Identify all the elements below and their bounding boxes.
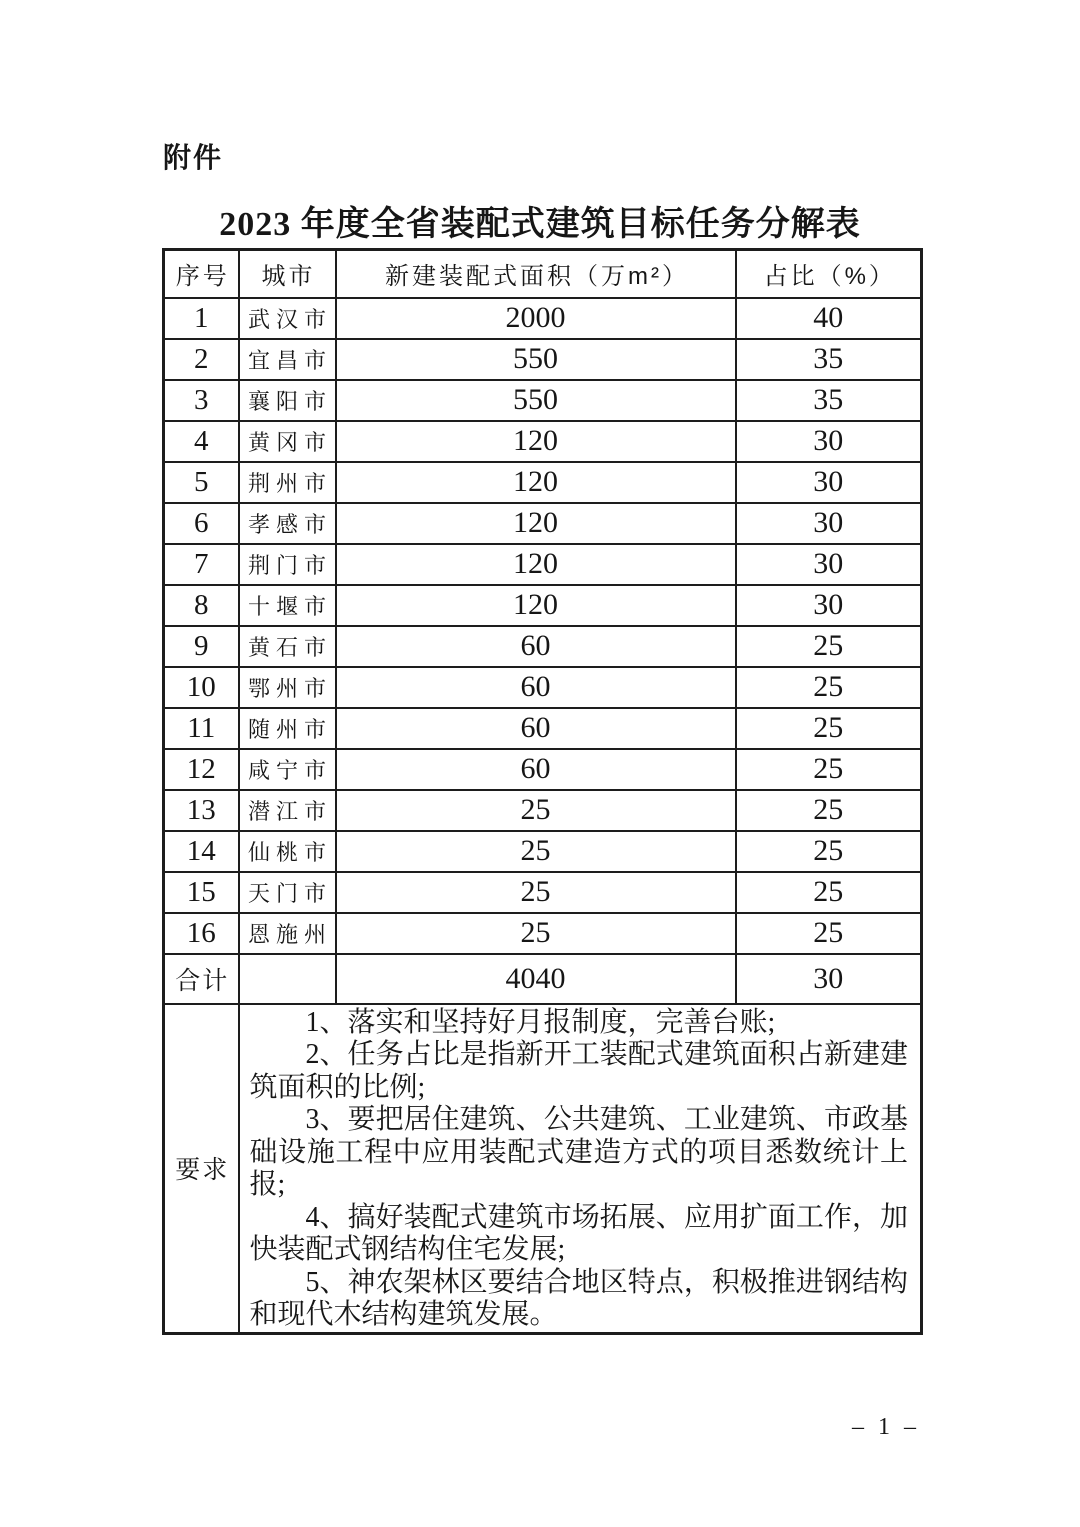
total-area-value: 4040 (336, 954, 736, 1004)
total-city-cell (239, 954, 336, 1004)
serial-cell: 5 (164, 462, 239, 503)
serial-cell: 6 (164, 503, 239, 544)
area-cell: 120 (336, 421, 736, 462)
header-serial: 序号 (164, 250, 239, 298)
serial-cell: 15 (164, 872, 239, 913)
requirements-content (239, 1004, 922, 1334)
area-cell: 120 (336, 503, 736, 544)
total-label: 合计 (164, 954, 239, 1004)
header-ratio: 占比（%） (736, 250, 922, 298)
page-title: 2023 年度全省装配式建筑目标任务分解表 (219, 206, 861, 243)
area-cell: 120 (336, 462, 736, 503)
city-cell: 黄石市 (239, 626, 336, 667)
ratio-cell: 25 (736, 626, 922, 667)
area-cell: 60 (336, 708, 736, 749)
serial-cell: 13 (164, 790, 239, 831)
serial-cell: 8 (164, 585, 239, 626)
area-cell: 550 (336, 380, 736, 421)
city-cell: 十堰市 (239, 585, 336, 626)
ratio-cell: 30 (736, 585, 922, 626)
ratio-cell: 25 (736, 790, 922, 831)
area-cell: 2000 (336, 298, 736, 339)
serial-cell: 12 (164, 749, 239, 790)
requirement-item: 5、神农架林区要结合地区特点，积极推进钢结构和现代木结构建筑发展。 (249, 1266, 908, 1330)
attachment-label: 附件 (163, 142, 224, 173)
ratio-cell: 25 (736, 913, 922, 954)
area-cell: 60 (336, 749, 736, 790)
table-row (164, 503, 922, 544)
table-row (164, 913, 922, 954)
table-row (164, 626, 922, 667)
serial-cell: 3 (164, 380, 239, 421)
table-row (164, 872, 922, 913)
area-cell: 25 (336, 790, 736, 831)
ratio-cell: 30 (736, 503, 922, 544)
area-cell: 25 (336, 831, 736, 872)
ratio-cell: 25 (736, 708, 922, 749)
area-cell: 25 (336, 913, 736, 954)
ratio-cell: 35 (736, 380, 922, 421)
serial-cell: 4 (164, 421, 239, 462)
city-cell: 荆州市 (239, 462, 336, 503)
page-number: – 1 – (852, 1414, 920, 1440)
city-cell: 恩施州 (239, 913, 336, 954)
area-cell: 60 (336, 626, 736, 667)
header-city: 城市 (239, 250, 336, 298)
table-row (164, 380, 922, 421)
table-row (164, 421, 922, 462)
table-header-row (164, 250, 922, 298)
ratio-cell: 30 (736, 421, 922, 462)
table-row (164, 462, 922, 503)
area-cell: 550 (336, 339, 736, 380)
city-cell: 随州市 (239, 708, 336, 749)
city-cell: 天门市 (239, 872, 336, 913)
area-cell: 60 (336, 667, 736, 708)
city-cell: 武汉市 (239, 298, 336, 339)
ratio-cell: 40 (736, 298, 922, 339)
serial-cell: 14 (164, 831, 239, 872)
city-cell: 襄阳市 (239, 380, 336, 421)
ratio-cell: 25 (736, 831, 922, 872)
serial-cell: 9 (164, 626, 239, 667)
ratio-cell: 25 (736, 667, 922, 708)
area-cell: 120 (336, 544, 736, 585)
ratio-cell: 25 (736, 749, 922, 790)
table-row (164, 544, 922, 585)
ratio-cell: 35 (736, 339, 922, 380)
city-cell: 黄冈市 (239, 421, 336, 462)
requirements-label: 要求 (164, 1004, 239, 1334)
city-cell: 荆门市 (239, 544, 336, 585)
city-cell: 仙桃市 (239, 831, 336, 872)
target-task-table (162, 248, 923, 1335)
city-cell: 孝感市 (239, 503, 336, 544)
serial-cell: 7 (164, 544, 239, 585)
serial-cell: 10 (164, 667, 239, 708)
requirement-item: 2、任务占比是指新开工装配式建筑面积占新建建筑面积的比例; (249, 1039, 908, 1103)
table-row (164, 298, 922, 339)
requirement-item: 3、要把居住建筑、公共建筑、工业建筑、市政基础设施工程中应用装配式建造方式的项目悉数统计上报; (249, 1104, 908, 1200)
table-row (164, 339, 922, 380)
header-area: 新建装配式面积（万m²） (336, 250, 736, 298)
requirements-row (164, 1004, 922, 1334)
serial-cell: 1 (164, 298, 239, 339)
ratio-cell: 30 (736, 462, 922, 503)
city-cell: 鄂州市 (239, 667, 336, 708)
requirement-item: 4、搞好装配式建筑市场拓展、应用扩面工作，加快装配式钢结构住宅发展; (249, 1201, 908, 1265)
city-cell: 咸宁市 (239, 749, 336, 790)
city-cell: 宜昌市 (239, 339, 336, 380)
table-row (164, 585, 922, 626)
ratio-cell: 30 (736, 544, 922, 585)
city-cell: 潜江市 (239, 790, 336, 831)
ratio-cell: 25 (736, 872, 922, 913)
requirement-item: 1、落实和坚持好月报制度，完善台账; (305, 1006, 776, 1038)
table-row (164, 708, 922, 749)
serial-cell: 16 (164, 913, 239, 954)
serial-cell: 11 (164, 708, 239, 749)
serial-cell: 2 (164, 339, 239, 380)
table-row (164, 667, 922, 708)
total-ratio-value: 30 (736, 954, 922, 1004)
total-row (164, 954, 922, 1004)
table-row (164, 790, 922, 831)
area-cell: 25 (336, 872, 736, 913)
area-cell: 120 (336, 585, 736, 626)
table-row (164, 831, 922, 872)
table-row (164, 749, 922, 790)
